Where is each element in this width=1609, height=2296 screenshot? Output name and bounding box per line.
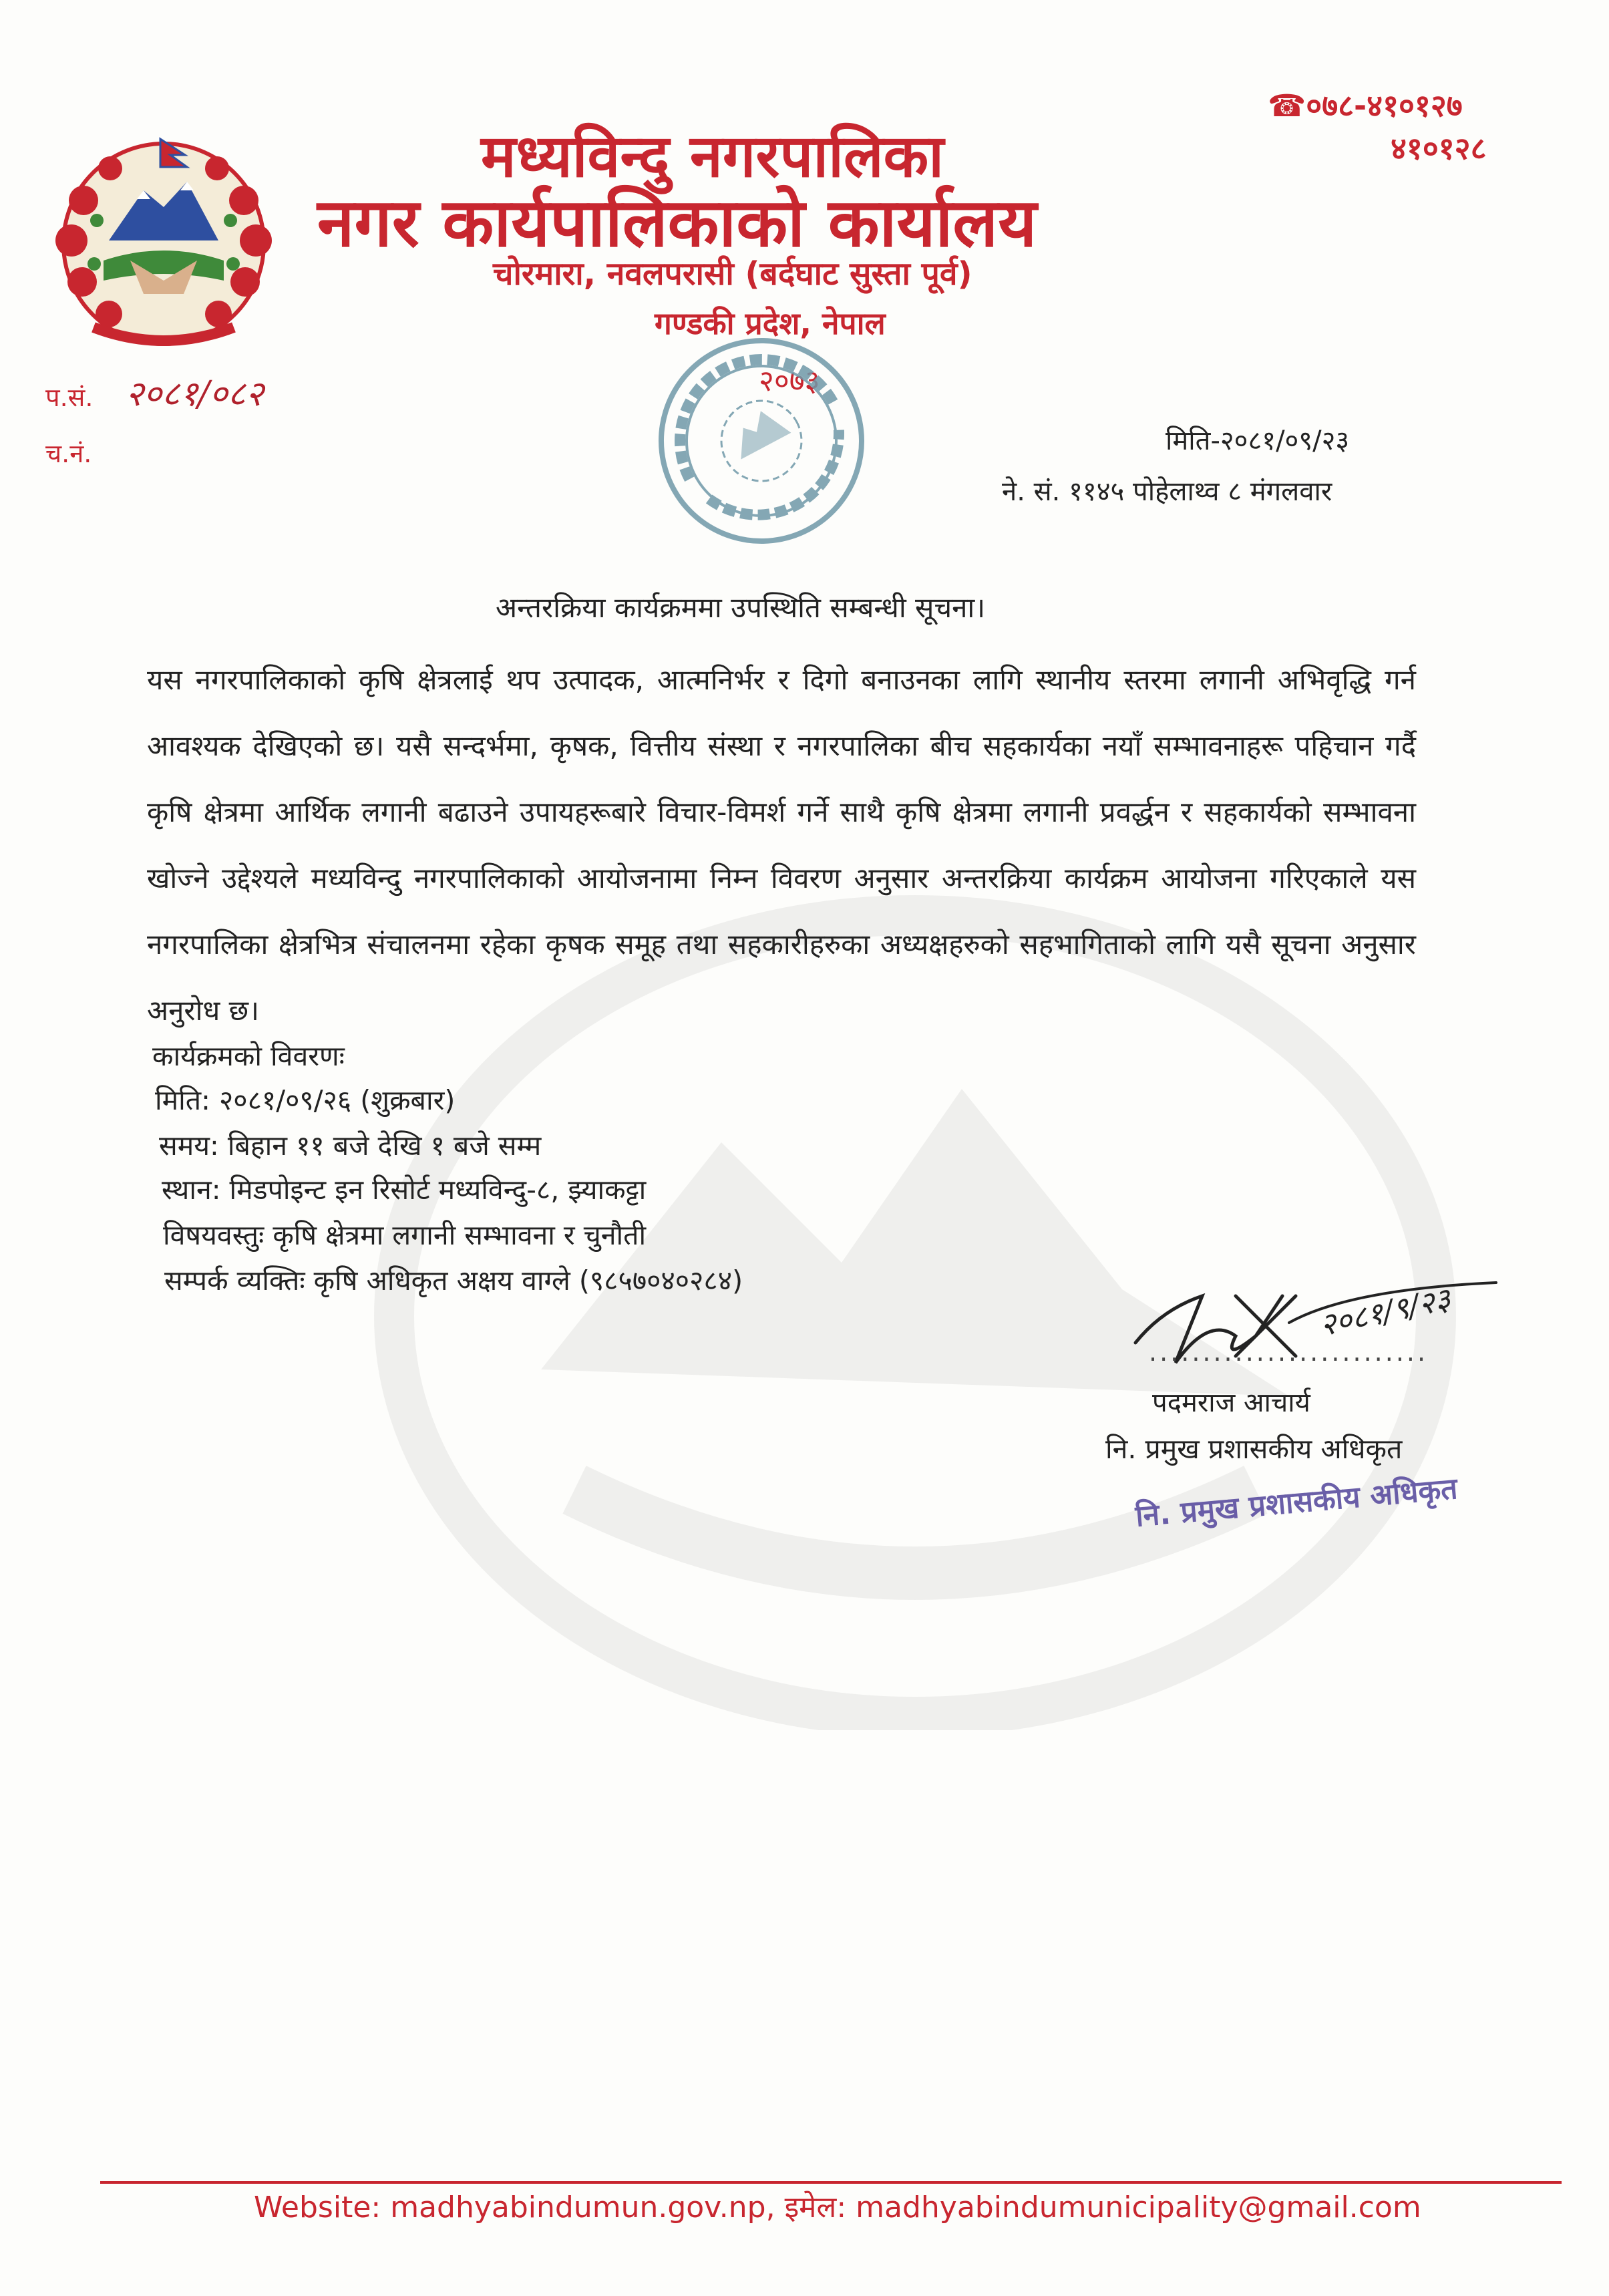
program-venue: स्थान: मिडपोइन्ट इन रिसोर्ट मध्यविन्दु-८, झ्याकट्टा: [162, 1174, 647, 1206]
round-stamp: [641, 327, 882, 554]
date-nepal-sambat: ने. सं. ११४५ पोहेलाथ्व ८ मंगलवार: [1002, 476, 1332, 507]
program-details-heading: कार्यक्रमको विवरणः: [152, 1040, 345, 1072]
signature-handwritten-date: २०८१/९/२३: [1316, 1280, 1454, 1343]
office-name: नगर कार्यपालिकाको कार्यालय: [317, 184, 1037, 262]
program-time: समय: बिहान ११ बजे देखि १ बजे सम्म: [159, 1130, 542, 1162]
date-ad: मिति-२०८१/०९/२३: [1166, 426, 1350, 456]
ps-value: २०८१/०८२: [126, 374, 264, 414]
established-year: २०७३: [759, 364, 820, 398]
program-topic: विषयवस्तुः कृषि क्षेत्रमा लगानी सम्भावना र चुनौती: [163, 1219, 647, 1251]
municipality-name: मध्यविन्दु नगरपालिका: [481, 122, 944, 190]
signature-dotted-line: ..........................: [1149, 1337, 1429, 1367]
ps-label: प.सं.: [45, 383, 94, 412]
notice-subject: अन्तरक्रिया कार्यक्रममा उपस्थिति सम्बन्धी सूचना।: [496, 591, 986, 624]
notice-body: यस नगरपालिकाको कृषि क्षेत्रलाई थप उत्पादक, आत्मनिर्भर र दिगो बनाउनका लागि स्थानीय स्तरमा लगानी अभिवृद्धि गर्न आवश्यक देखिएको छ। यसै सन्दर्भमा, कृषक, वित्तीय संस्था र नगरपालिका बीच सहकार्यका नयाँ सम्भावनाहरू पहिचान गर्दै कृषि क्षेत्रमा आर्थिक लगानी बढाउने उपायहरूबारे विचार-विमर्श गर्ने साथै कृषि क्षेत्रमा लगानी प्रवर्द्धन र सहकार्यको सम्भावना खोज्ने उद्देश्यले मध्यविन्दु नगरपालिकाको आयोजनामा निम्न विवरण अनुसार अन्तरक्रिया कार्यक्रम आयोजना गरिएकाले यस नगरपालिका क्षेत्रभित्र संचालनमा रहेका कृषक समूह तथा सहकारीहरुका अध्यक्षहरुको सहभागिताको लागि यसै सूचना अनुसार अनुरोध छ।: [147, 663, 1416, 1027]
cn-label: च.नं.: [45, 439, 92, 468]
nepal-emblem: [30, 127, 297, 367]
signatory-name: पदमराज आचार्य: [1152, 1387, 1310, 1418]
signature-mark: [1122, 1256, 1509, 1403]
footer-divider: [100, 2181, 1562, 2184]
province-country: गण्डकी प्रदेश, नेपाल: [655, 305, 886, 341]
office-address: चोरमारा, नवलपरासी (बर्दघाट सुस्ता पूर्व): [493, 255, 972, 293]
footer-contact: Website: madhyabindumun.gov.np, इमेल: madhyabindumunicipality@gmail.com: [254, 2190, 1421, 2225]
signatory-title-stamp: नि. प्रमुख प्रशासकीय अधिकृत: [1133, 1471, 1459, 1534]
signatory-title: नि. प्रमुख प्रशासकीय अधिकृत: [1105, 1433, 1403, 1465]
program-contact: सम्पर्क व्यक्तिः कृषि अधिकृत अक्षय वाग्ले (९८५७०४०२८४): [164, 1265, 743, 1297]
phone-number-secondary: ४१०१२८: [1391, 130, 1487, 166]
phone-number-primary: ☎०७८-४१०१२७: [1268, 88, 1463, 124]
program-date: मिति: २०८१/०९/२६ (शुक्रबार): [155, 1084, 456, 1116]
